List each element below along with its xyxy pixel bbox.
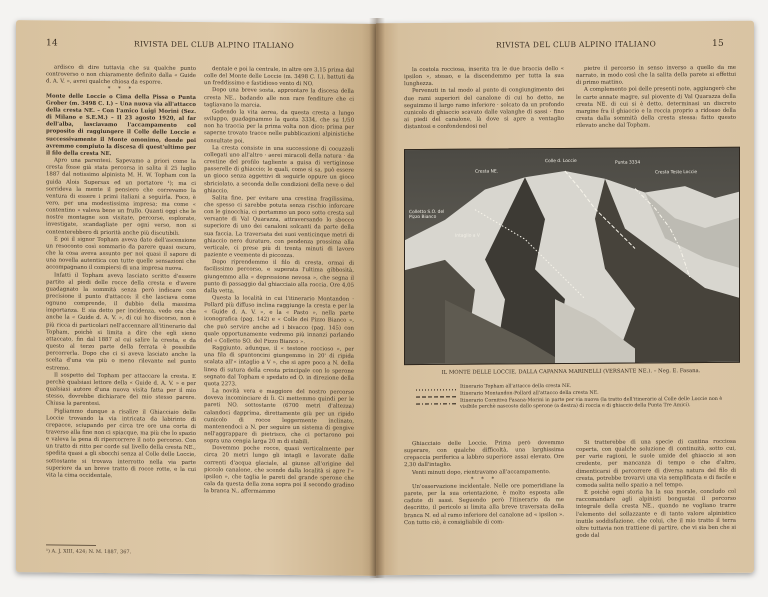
photo-label-intaglio: Intaglio a V: [455, 233, 480, 239]
photo-label-colletto: Colletto S.O. del Pizzo Bianco: [409, 209, 445, 221]
left-page: [16, 20, 376, 576]
left-col1-paragraph-3: Monte delle Loccie o Cima della Pissa o Punta Grober (m. 3498 C. I.) – Una nuova via all'attacco della cresta NE. – Con l'amico Luigi Morini (Sez. di Milano e S.E.M.) – Il 23 agosto 1920, al far dell'alba, lasciavamo l'accampamento col proposito di raggiungere il Colle delle Loccie e successivamente il Monte omonimo, donde poi avremmo compiuto la discesa di quest'ultimo per il filo della cresta NE.: [46, 93, 196, 157]
legend-line-icon: [416, 395, 460, 399]
left-col2-paragraph-6: Dopo riprendemmo il filo di cresta, ormai di facilissimo percorso, e superata l'ultima gibbosità, giungemmo alla « depressione nevosa », che segna il punto di passaggio dal ghiacciaio alla roccia. Ore 4,05 dalla vetta.: [204, 259, 354, 295]
right-running-head: RIVISTA DEL CLUB ALPINO ITALIANO: [496, 39, 657, 50]
left-col1-paragraph-7: Il sospetto del Topham per attaccare la cresta. E perchè qualsiasi lettore della « Guide d. A. V. » e per qualsiasi autore d'una nuova visita fatta per il mio stesso, dovrebbe dichiarare del mio stesso parere. Chiusa la parentesi.: [46, 372, 196, 408]
right-top-col1-paragraph-1: la costola rocciosa, inserita tra le due braccia dello « ipsilon », stesso, e la discendemmo per tutta la sua lunghezza.: [404, 66, 564, 88]
book-gutter: [369, 18, 385, 578]
left-running-head: RIVISTA DEL CLUB ALPINO ITALIANO: [134, 39, 295, 51]
left-column-2: [204, 66, 354, 568]
right-top-column-2: [576, 65, 736, 142]
open-book: [14, 14, 756, 586]
left-col2-paragraph-10: Dovemmo poche rocce, quasi verticalmente per circa 20 metri lungo gli intagli e lavorate dalle correnti d'acqua glaciale, al giunse all'origine del piccolo canalone, che scende dalla località si apre l'« ipsilon », che taglia le pareti del grande sperone che cala da questa della zona sopra poi il secondo gradino la branca N., affermammo: [204, 445, 354, 496]
right-top-col1-paragraph-2: Pervenuti in tal modo al punto di congiungimento dei due rami superiori del canalone di cui ho detto, ne seguimmo il largo ramo inferiore · solcato da un profondo cunicolo di ghiaccio scavato dalle valanghe di sassi · fino ai piedi del canalone, là dove si apre a ventaglio distantosi e confondendosi nel: [404, 87, 564, 131]
left-col2-paragraph-9: La novità vera e maggiore del nostro percorso doveva incominciare di lì. Ci mettemmo quindi per le pareti NO. sottostante (6700 metri d'altezza) calandoci dapprima, direttamente giù per un ripido cunicolo di rocce leggermente inclinato, mantenendoci a N. per seguire un sistema di gengive nell'aggrappare di pietrisco, che ci portarono poi sopra una cengia larga 20 m di stabili.: [204, 388, 354, 446]
left-col2-paragraph-2: Dopo una breve sosta, approntare la discesa della cresta NE., badando alle non rare fenditure che ci tagliavano la marcia.: [204, 87, 354, 109]
left-col1-paragraph-1: ardisco di dire tuttavia che su qualche punto controverso o non chiaramente definito dalla « Guide d. A. V. », avrei qualche chiosa da esporre.: [46, 64, 196, 86]
right-bottom-col1-paragraph-3: * * *: [470, 476, 498, 483]
left-column-1: [46, 64, 196, 544]
right-bottom-col1-paragraph-1: Ghiacciaio delle Loccie. Prima però dovemmo superare, con qualche difficoltà, una larghissima crepaccia periferica a labbro superiore assai elevato. Ore 2,30 dall'intaglio.: [404, 440, 564, 469]
right-bottom-column-2: [576, 439, 736, 558]
left-col2-paragraph-3: Godendo la vita aerea, da questa cresta a lungo sviluppo, guadagnammo la quota 3334, che su 1/50 non ha traccia per la prima volta non dico; prima per saperne trovato tracce nelle pubblicazioni alpinistiche consultate poi.: [204, 109, 354, 145]
left-col1-paragraph-8: Pigliammo dunque a risalire il Ghiacciaio delle Loccie trovando la via intricata da labirinto di crepacce, sciupando per circa tre ore una corta di traverso alla fine non ci spiacque, ma più che lo spazio e valeva la pena di ripercorrere il noto percorso. Con un tratto di ritto per corde sul livello della cresta NE., spedita quasi a gli sbocchi senza al Colle delle Loccie, sottostante si trovava interrotto nella via parte superiore da un breve tratto di rocce rotte, e la cui vita la cima occidentale.: [46, 408, 196, 480]
left-col2-paragraph-4: La cresta consiste in una successione di cocuzzoli collegati uno all'altro · aerei miracoli della natura · da crestine del profilo tagliente a guisa di vertiginose passerelle di ghiaccio; le quali, come si sa, può essere un gioco senza aggettivi di seguirle oppure un gioco sbriciolato, a seconda delle condizioni della neve o del ghiaccio.: [204, 144, 354, 194]
legend-text: Itinerario Topham all'attacco della cresta NE.: [460, 383, 572, 390]
right-bottom-column-1: [404, 440, 564, 559]
footnote: ¹) A. J. XIII, 424; N. M. 1887, 367.: [46, 548, 132, 556]
right-top-col2-paragraph-2: A complemento poi delle presenti note, aggiungerò che le carte annate magre, sul piovente di Val Quarazza della cresta NE. di cui si è detto, determinasi un discreto margine fra il ghiaccio e la roccia proprio a ridosso della cresta dalla sommità della cresta stessa: fatto questo rilevato anche dal Topham.: [576, 86, 736, 130]
photo-caption: IL MONTE DELLE LOCCIE, DALLA CAPANNA MARINELLI (VERSANTE NE.). – Neg. E. Fasana.: [441, 368, 701, 376]
right-top-column-1: [404, 66, 564, 143]
legend-row: [416, 397, 736, 412]
left-page-number: 14: [46, 38, 59, 49]
left-col2-paragraph-8: Raggiunto, adunque, il « testone roccioso », per una fila di spuntoncini giungemmo in 20' di ripida scalata all'« intaglio a V », che si apre poco a N. della linea di sutura della cresta principale con lo sperone segnato dal Topham e spedato ed O. in direzione della quota 2273.: [204, 345, 354, 388]
left-col2-paragraph-7: Questa la località in cui l'itinerario Montandon · Pollard più diffuso inclina raggiunge la cresta e per la « Guide d. A. V. », e la « Pasto », nella parte iconografica (pag. 142) e « Colle dei Pizzo Bianco », che può servire anche ad i bivacco (pag. 145) con quale opportunamente vedremo più innanzi parlando del « Colletto SO. del Pizzo Bianco ».: [204, 295, 354, 346]
photo-label-teste: Cresta Teste Loccie: [655, 170, 698, 176]
left-col1-paragraph-5: E poi il signor Topham aveva dato dell'ascensione un resoconto così sommario da parere quasi oscuro, che la cosa aveva assunto per noi quasi il sapore di una novella autentica con tutte quelle sensazioni che accompagnano il compiersi di una impresa nuova.: [46, 236, 196, 273]
right-bottom-col1-paragraph-4: Un'osservazione incidentale. Nelle ore pomeridiane la parete, per la sua orientazione, è molto esposta alle cadute di sassi. Seguendo però l'itinerario da me descritto, il pericolo si limita alla breve traversata della branca N. ed al ramo inferiore del canalone ad « ipsilon ». Con tutto ciò, è consigliabile di com-: [404, 482, 564, 526]
right-page-number: 15: [711, 38, 724, 49]
photo-label-colle: Colle d. Loccie: [545, 158, 577, 165]
left-col1-paragraph-6: Infatti il Topham aveva lasciato scritto d'essere partito al piedi delle rocce della cresta e d'avere guadagnato la sommità senza però indicare con precisione il punto d'attacco; il che lasciava come ognuno comprende, il dubbio della massima importanza. E sia detto per incidenza, vedo ora che anche la « Guide d. A. V. », di cui ho discorso, non è più ricca di particolari nell'accennare all'itinerario dal Topham, poichè si limita a dire che egli sieno attaccato, fin dal 1887 al cui salire la cresta, e da questo al terzo parte della ferrata è possibile percorrerla. Dopo che ci si aveva lasciato anche la scelta d'una via più o meno rilevante nel punto estremo.: [46, 272, 196, 372]
left-col2-paragraph-1: dentale e poi la centrale, in altre ore 3,15 prima dal colle del Monte delle Loccie (m. 3498 C. I.), battuti da un freddissimo e fastidioso vento di NO.: [204, 66, 354, 88]
footnote-rule: [46, 544, 96, 546]
legend-text: Itinerario Cornitiva Fasana-Morini in parte per via nuova (la tratto dell'itinerario al Colle delle Loccie non è visibile perchè nascosto dallo sperone (a destra) di roccia e di ghiaccio della Punta Tre Amici).: [460, 396, 723, 410]
right-bottom-col2-paragraph-1: Si tratterebbe di una specie di cantina rocciosa coperta, con qualche soluzione di continuità, sotto cui, per varie ragioni, le suole umide del ghiaccio si son credente, per mancanza di tempo o che d'altro, dimenticarsi di percorrere di diversa natura del filo di cresta, potrebbe trovarvi una via semplificata e di facile e comoda salita nello spazio a nel tempo.: [576, 438, 736, 489]
left-col1-paragraph-2: * * *: [107, 86, 135, 93]
mountain-photo-drawing: [405, 148, 739, 364]
photo-label-cresta: Cresta NE.: [475, 169, 499, 175]
left-col1-paragraph-4: Apro una parentesi. Sapevamo a priori come la cresta fosse già stata percorsa in salita il 25 luglio 1887 dal notissimo alpinista M. H. W. Topham con la guida Alois Supersax ed un portatore ¹); ma ci sorrideva la mente il pensiero che correvamo la ventura di essere i primi italiani a seguirla. Poco, è vero, per una modestissima impresa; ma come « contentino » valeva bene un frullo. Quanti oggi che le nostre montagne son visitate, percorse, esplorate, investigate, scandagliate per ogni verso, non si contenterebbero di priorità anche più discutibili.: [46, 157, 196, 237]
right-bottom-col2-paragraph-2: E poichè ogni storia ha la sua morale, concludo col raccomandare agli alpinisti bongustai il percorso integrale della cresta NE., quando ne vogliano trarre l'elemento del sollazzante e di tanto valore alpinistico inutile soddisfazione, che colui, che il mio tratto il terra oltre tuttavia non trattiene di partire, che vi sia ben che si gode dal: [576, 488, 736, 539]
right-bottom-col1-paragraph-2: Venti minuti dopo, rientravamo all'accampamento.: [412, 468, 551, 476]
photo-label-punta: Punta 3334: [615, 160, 641, 166]
left-col2-paragraph-5: Salita fine, per evitare una crestina fragilissima, che spesso ci sarebbe potuta senza rischio inforcare con le ginocchia, ci portammo un poco sotto cresta sul versante di Val Quarazza, attraversando lo sbocco superiore di uno dei canaloni solcanti da parte della sua faccia. La traversata dei suoi venticinque metri di ghiaccio nero duraturo, con pendenza prossima alla verticale, ci prese più di trenta minuti di lavoro paziente e veemente di piccozza.: [204, 194, 354, 260]
legend-text: Itinerario Montandon-Pollard all'attacco della cresta NE.: [460, 390, 599, 397]
legend-line-icon: [416, 388, 460, 392]
route-legend: [416, 383, 736, 412]
right-page: [376, 21, 754, 576]
mountain-photograph: [404, 147, 740, 365]
legend-line-icon: [416, 402, 460, 406]
right-top-col2-paragraph-1: pietre il percorso in senso inverso a quello da me narrato, in modo così che la salita della parete si effettui di primo mattino.: [576, 64, 736, 87]
